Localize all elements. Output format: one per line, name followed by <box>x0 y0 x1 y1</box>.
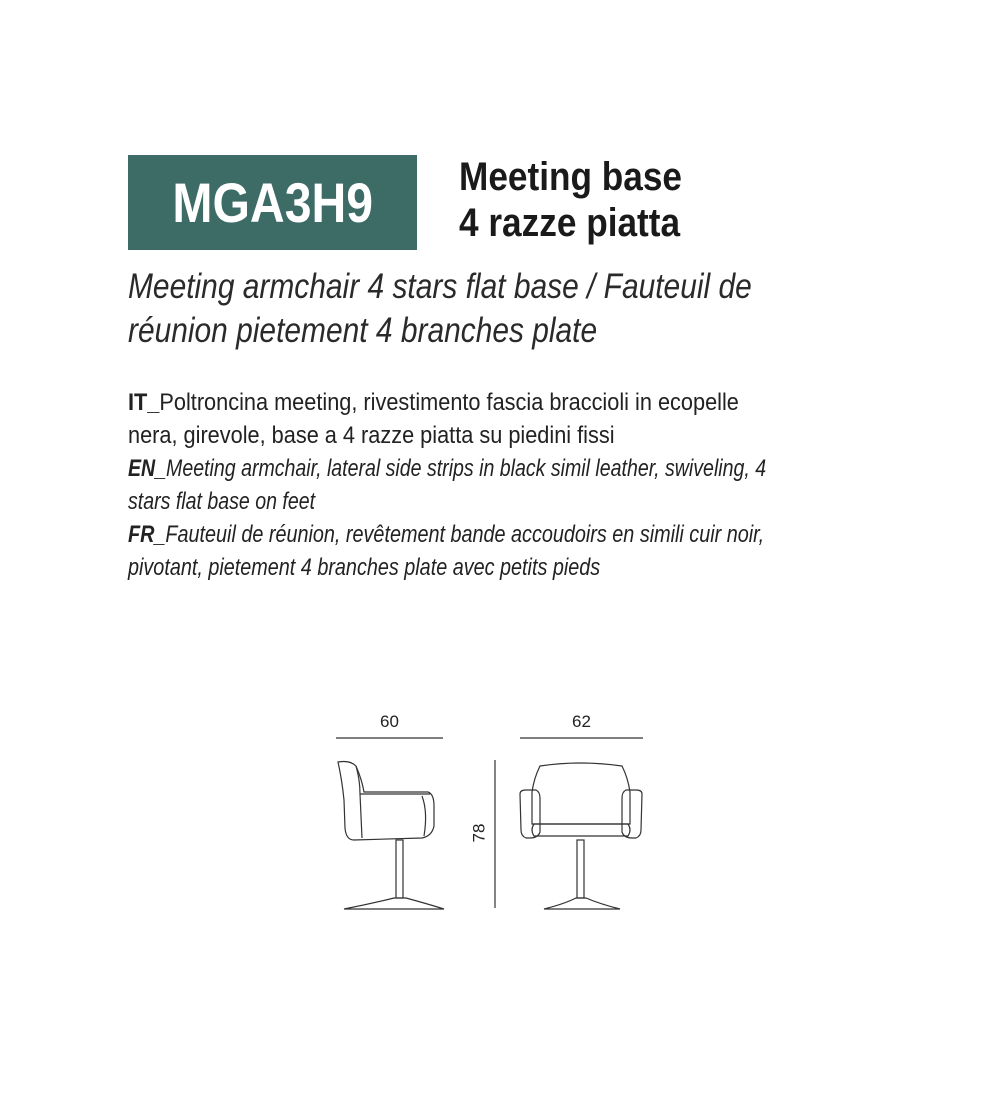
subtitle-line-2: réunion pietement 4 branches plate <box>128 311 598 350</box>
desc-fr-text-2: pivotant, pietement 4 branches plate avec petits pieds <box>128 554 601 581</box>
chair-side-view <box>338 762 444 910</box>
product-title <box>459 154 712 246</box>
chair-front-view <box>520 763 642 909</box>
desc-en-line-1 <box>128 452 767 485</box>
height-label: 78 <box>469 823 489 843</box>
product-code: MGA3H9 <box>172 171 373 234</box>
desc-fr-prefix: FR_ <box>128 521 166 548</box>
desc-it-text-1: Poltroncina meeting, rivestimento fascia braccioli in ecopelle <box>159 389 739 416</box>
subtitle-line-1: Meeting armchair 4 stars flat base / Fauteuil de <box>128 267 752 306</box>
product-code-badge <box>128 155 417 250</box>
product-subtitle <box>128 265 850 353</box>
dimension-diagram <box>330 700 660 930</box>
desc-en-text-1: Meeting armchair, lateral side strips in black simil leather, swiveling, 4 <box>166 455 767 482</box>
desc-it-prefix: IT_ <box>128 389 160 416</box>
desc-it-line-1 <box>128 386 781 419</box>
title-line-2: 4 razze piatta <box>459 201 681 245</box>
chair-drawings <box>330 700 660 930</box>
desc-fr-text-1: Fauteuil de réunion, revêtement bande accoudoirs en simili cuir noir, <box>165 521 765 548</box>
depth-label: 60 <box>380 712 399 731</box>
desc-en-line-2 <box>128 485 716 518</box>
desc-en-prefix: EN_ <box>128 455 167 482</box>
title-line-1: Meeting base <box>459 155 682 199</box>
product-description <box>128 386 850 584</box>
desc-it-line-2 <box>128 419 781 452</box>
width-label: 62 <box>572 712 591 731</box>
desc-en-text-2: stars flat base on feet <box>128 488 316 515</box>
desc-fr-line-1 <box>128 518 765 551</box>
desc-fr-line-2 <box>128 551 724 584</box>
desc-it-text-2: nera, girevole, base a 4 razze piatta su piedini fissi <box>128 422 615 449</box>
